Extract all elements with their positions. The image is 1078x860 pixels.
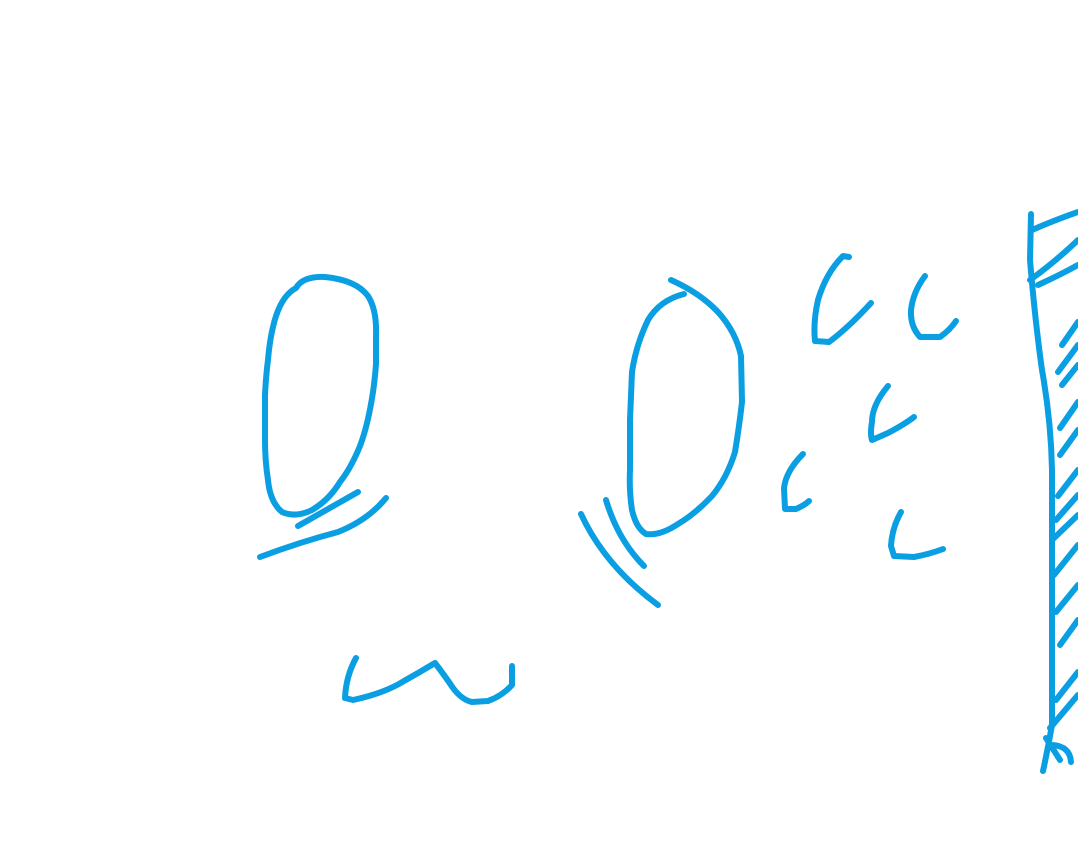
right-eye-shine-stroke-1: [606, 500, 644, 566]
right-eye-outline: [630, 280, 742, 534]
right-bar-outline: [1030, 214, 1052, 771]
blush-mark-3: [871, 386, 914, 440]
blush-mark-2: [911, 276, 956, 337]
right-bar-top-edge: [1032, 212, 1078, 230]
blush-mark-1: [814, 256, 871, 342]
mouth-omega: [345, 658, 512, 702]
left-eye-outline: [265, 277, 376, 515]
blush-mark-4: [784, 454, 809, 509]
blush-mark-5: [891, 512, 943, 557]
